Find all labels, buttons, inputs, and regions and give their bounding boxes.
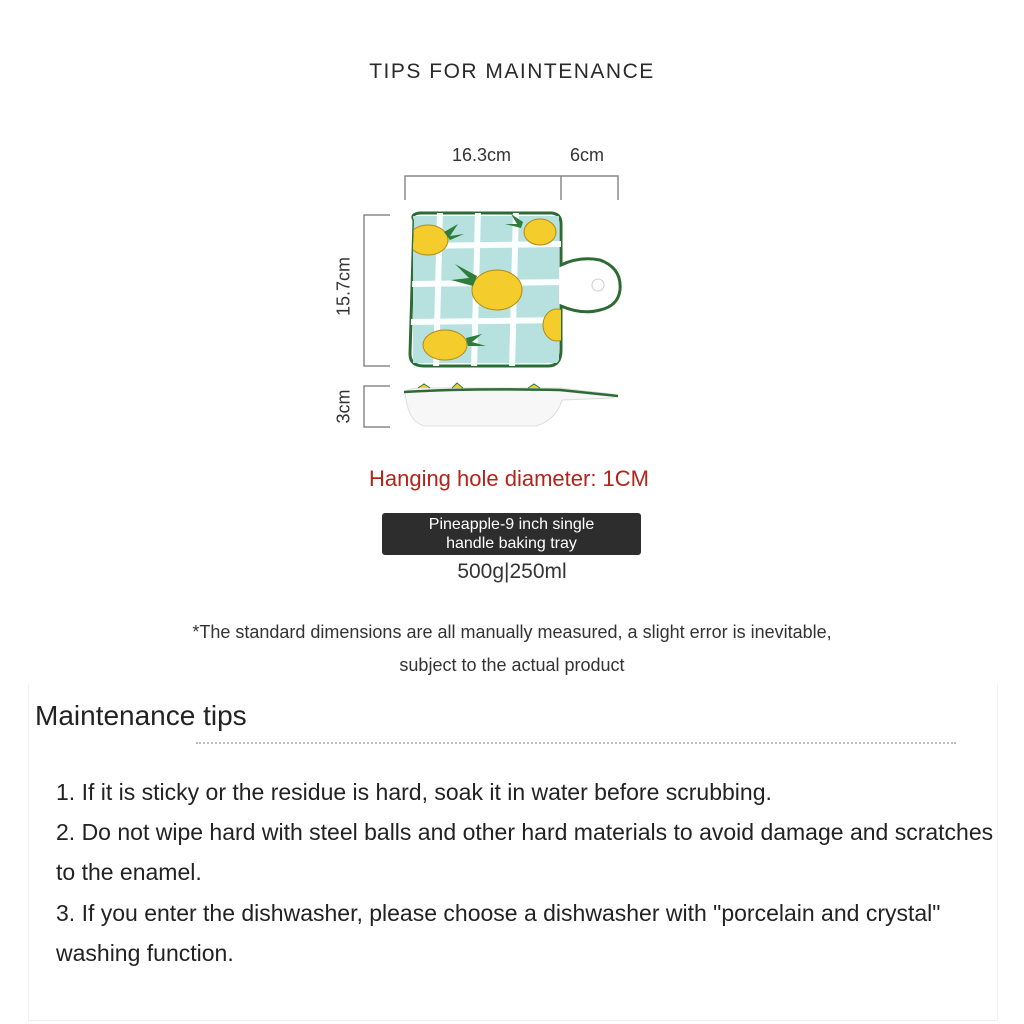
product-name-line2: handle baking tray xyxy=(446,535,577,552)
product-dimension-diagram xyxy=(0,0,1024,470)
height-dimension-label: 3cm xyxy=(333,389,354,424)
product-name-line1: Pineapple-9 inch single xyxy=(428,516,595,533)
disclaimer-line2: subject to the actual product xyxy=(399,655,625,675)
width-dimension-bracket xyxy=(405,176,618,200)
length-dimension-bracket xyxy=(364,215,390,427)
disclaimer-line1: *The standard dimensions are all manually measured, a slight error is inevitable, xyxy=(192,622,832,642)
handle-dimension-label: 6cm xyxy=(570,145,605,165)
dimension-disclaimer xyxy=(120,616,904,682)
page-title: TIPS FOR MAINTENANCE xyxy=(369,60,655,83)
length-dimension-label: 15.7cm xyxy=(333,256,354,317)
maintenance-tip-3: 3. If you enter the dishwasher, please choose a dishwasher with "porcelain and crystal" washing function. xyxy=(56,900,941,966)
maintenance-heading: Maintenance tips xyxy=(35,700,247,731)
product-name-badge xyxy=(382,513,641,555)
maintenance-tip-1: 1. If it is sticky or the residue is hard, soak it in water before scrubbing. xyxy=(56,779,772,805)
tray-side-view xyxy=(404,383,618,426)
product-spec: 500g|250ml xyxy=(457,560,567,583)
maintenance-tip-2: 2. Do not wipe hard with steel balls and other hard materials to avoid damage and scratches to the enamel. xyxy=(56,819,994,885)
hanging-hole-note: Hanging hole diameter: 1CM xyxy=(368,466,650,491)
dotted-divider xyxy=(196,742,956,744)
tray-top-view xyxy=(408,210,620,370)
width-dimension-label: 16.3cm xyxy=(452,145,512,165)
